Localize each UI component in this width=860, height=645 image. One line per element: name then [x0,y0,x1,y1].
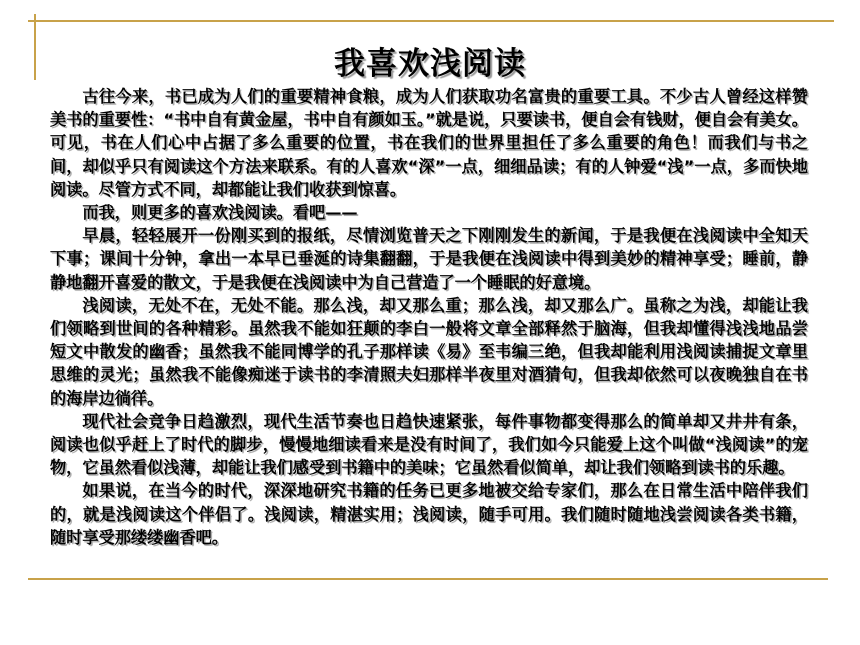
paragraph: 如果说，在当今的时代，深深地研究书籍的任务已更多地被交给专家们，那么在日常生活中陪伴我们的，就是浅阅读这个伴侣了。浅阅读，精湛实用；浅阅读，随手可用。我们随时随地浅尝阅读各类书籍，随时享受那缕缕幽香吧。 [50,481,808,547]
essay-body [50,85,808,549]
top-decorative-rule [28,20,834,22]
bottom-decorative-rule [28,578,828,580]
paragraph: 浅阅读，无处不在，无处不能。那么浅，却又那么重；那么浅，却又那么广。虽称之为浅，却能让我们领略到世间的各种精彩。虽然我不能如狂颠的李白一般将文章全部释然于脑海，但我却懂得浅浅地品尝短文中散发的幽香；虽然我不能同博学的孔子那样读《易》至韦编三绝，但我却能利用浅阅读捕捉文章里思维的灵光；虽然我不能像痴迷于读书的李清照夫妇那样半夜里对酒猜句，但我却依然可以夜晚独自在书的海岸边徜徉。 [50,295,808,408]
paragraph: 现代社会竞争日趋激烈，现代生活节奏也日趋快速紧张，每件事物都变得那么的简单却又井井有条，阅读也似乎赶上了时代的脚步，慢慢地细读看来是没有时间了，我们如今只能爱上这个叫做“浅阅读”的宠物，它虽然看似浅薄，却能让我们感受到书籍中的美味；它虽然看似简单，却让我们领略到读书的乐趣。 [50,411,808,478]
paragraph: 古往今来，书已成为人们的重要精神食粮，成为人们获取功名富贵的重要工具。不少古人曾经这样赞美书的重要性：“书中自有黄金屋，书中自有颜如玉。”就是说，只要读书，便自会有钱财，便自会有美女。可见，书在人们心中占据了多么重要的位置，书在我们的世界里担任了多么重要的角色！而我们与书之间，却似乎只有阅读这个方法来联系。有的人喜欢“深”一点，细细品读；有的人钟爱“浅”一点，多而快地阅读。尽管方式不同，却都能让我们收获到惊喜。 [50,87,808,199]
paragraph: 早晨，轻轻展开一份刚买到的报纸，尽情浏览普天之下刚刚发生的新闻，于是我便在浅阅读中全知天下事；课间十分钟，拿出一本早已垂涎的诗集翻翻，于是我便在浅阅读中得到美妙的精神享受；睡前，静静地翻开喜爱的散文，于是我便在浅阅读中为自己营造了一个睡眠的好意境。 [50,226,808,292]
page-title: 我喜欢浅阅读 [334,46,526,82]
paragraph: 而我，则更多的喜欢浅阅读。看吧—— [82,203,358,223]
